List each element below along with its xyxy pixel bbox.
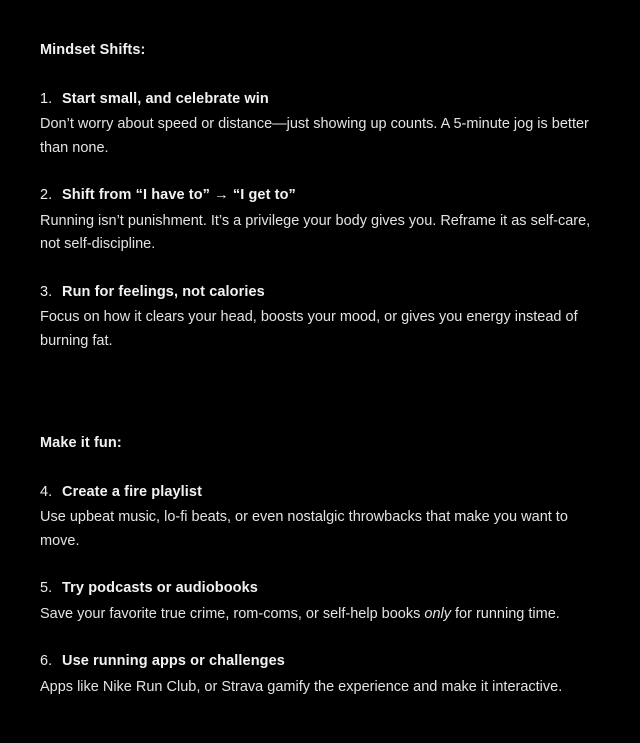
list-item-title: Use running apps or challenges xyxy=(62,653,285,670)
list-item-number: 4. xyxy=(40,483,53,500)
list-item-body-post: for running time. xyxy=(451,605,560,622)
list-item xyxy=(40,577,600,626)
list-item-title: Try podcasts or audiobooks xyxy=(62,580,258,597)
list-item xyxy=(40,88,600,160)
list-item-title-row xyxy=(40,281,600,303)
list-item-title-row xyxy=(40,577,600,599)
section-divider-space xyxy=(40,377,600,433)
section-heading-make-it-fun: Make it fun: xyxy=(40,435,122,452)
list-item-number: 6. xyxy=(40,653,53,670)
list-item xyxy=(40,184,600,256)
list-item xyxy=(40,481,600,553)
list-item-number: 2. xyxy=(40,187,53,204)
list-item xyxy=(40,650,600,699)
list-item-title-row xyxy=(40,88,600,110)
list-item-body: Apps like Nike Run Club, or Strava gamify the experience and make it interactive. xyxy=(40,678,563,695)
list-item-title: Run for feelings, not calories xyxy=(62,283,265,300)
list-item-number: 3. xyxy=(40,283,53,300)
list-item-title-row xyxy=(40,650,600,672)
list-item-body: Use upbeat music, lo-fi beats, or even nostalgic throwbacks that make you want to move. xyxy=(40,509,568,549)
list-item-body-pre: Save your favorite true crime, rom-coms, or self-help books xyxy=(40,605,425,622)
bottom-space xyxy=(40,723,600,743)
list-item-title: Shift from “I have to” → “I get to” xyxy=(62,187,296,204)
list-item-title-row xyxy=(40,184,600,206)
list-item-title: Create a fire playlist xyxy=(62,483,203,500)
list-item-body-emphasis: only xyxy=(424,605,451,622)
list-item-body xyxy=(40,603,600,626)
list-item-body: Focus on how it clears your head, boosts your mood, or gives you energy instead of burning fat. xyxy=(40,309,578,349)
list-item-title: Start small, and celebrate win xyxy=(62,90,269,107)
list-item-number: 1. xyxy=(40,90,53,107)
list-item xyxy=(40,281,600,353)
list-item-title-row xyxy=(40,481,600,503)
section-heading-mindset-shifts: Mindset Shifts: xyxy=(40,42,146,58)
list-item-number: 5. xyxy=(40,580,53,597)
list-item-body: Don’t worry about speed or distance—just showing up counts. A 5-minute jog is better than none. xyxy=(40,116,589,156)
list-item-body: Running isn’t punishment. It’s a privilege your body gives you. Reframe it as self-care, not self-discipline. xyxy=(40,212,591,253)
